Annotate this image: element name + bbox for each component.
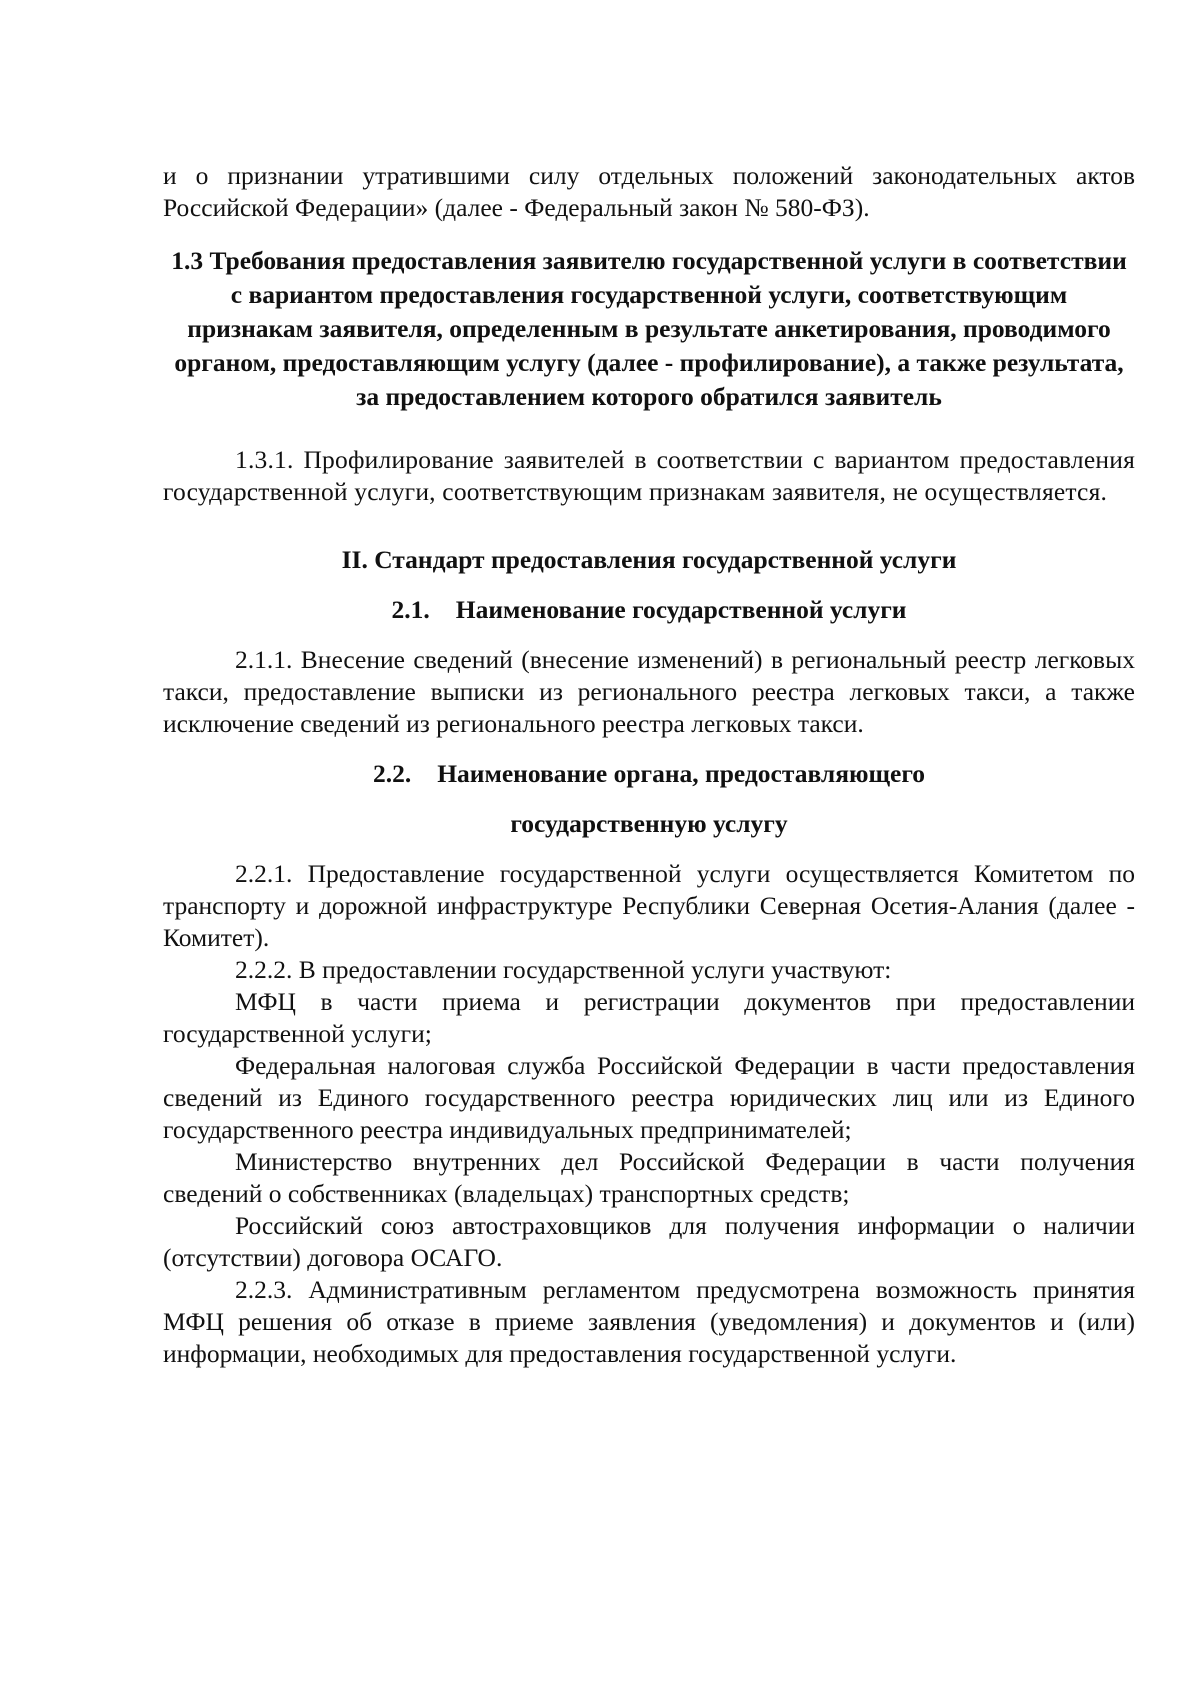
paragraph-1-3-1: 1.3.1. Профилирование заявителей в соответствии с вариантом предоставления государственной услуги, соответствующим признакам заявителя, не осуществляется. [163,445,1135,506]
intro-paragraph: и о признании утратившими силу отдельных положений законодательных актов Российской Федерации» (далее - Федеральный закон № 580-ФЗ). [163,161,1135,222]
section-II-heading: II. Стандарт предоставления государственной услуги [341,545,957,574]
paragraph-2-2-1: 2.2.1. Предоставление государственной услуги осуществляется Комитетом по транспорту и дорожной инфраструктуре Республики Северная Осетия-Алания (далее - Комитет). [163,859,1135,952]
paragraph-mfc: МФЦ в части приема и регистрации документов при предоставлении государственной услуги; [163,987,1135,1048]
section-2-2-heading [163,758,1135,790]
section-2-1-heading [163,594,1135,626]
paragraph-rsa: Российский союз автостраховщиков для получения информации о наличии (отсутствии) договора ОСАГО. [163,1211,1135,1272]
paragraph-2-1-1: 2.1.1. Внесение сведений (внесение изменений) в региональный реестр легковых такси, предоставление выписки из регионального реестра легковых такси, а также исключение сведений из регионального реестра легковых такси. [163,645,1135,738]
section-2-2-title-line1: Наименование органа, предоставляющего [437,759,926,788]
document-body [163,160,1135,1370]
section-2-1-number: 2.1. [391,595,430,624]
section-2-1-title: Наименование государственной услуги [455,595,907,624]
section-1-3-heading: 1.3 Требования предоставления заявителю государственной услуги в соответствии с вариантом предоставления государственной услуги, соответствующим признакам заявителя, определенным в результате анкетирования, проводимого органом, предоставляющим услугу (далее - профилирование), а также результата, за предоставлением которого обратился заявитель [171,246,1127,411]
section-2-2-number: 2.2. [372,759,412,788]
paragraph-2-2-3: 2.2.3. Административным регламентом предусмотрена возможность принятия МФЦ решения об отказе в приеме заявления (уведомления) и документов и (или) информации, необходимых для предоставления государственной услуги. [163,1275,1135,1368]
paragraph-mvd: Министерство внутренних дел Российской Федерации в части получения сведений о собственниках (владельцах) транспортных средств; [163,1147,1135,1208]
paragraph-2-2-2: 2.2.2. В предоставлении государственной услуги участвуют: [235,955,892,984]
paragraph-fns: Федеральная налоговая служба Российской Федерации в части предоставления сведений из Единого государственного реестра юридических лиц или из Единого государственного реестра индивидуальных предпринимателей; [163,1051,1135,1144]
section-2-2-heading-line2: государственную услугу [510,809,788,838]
